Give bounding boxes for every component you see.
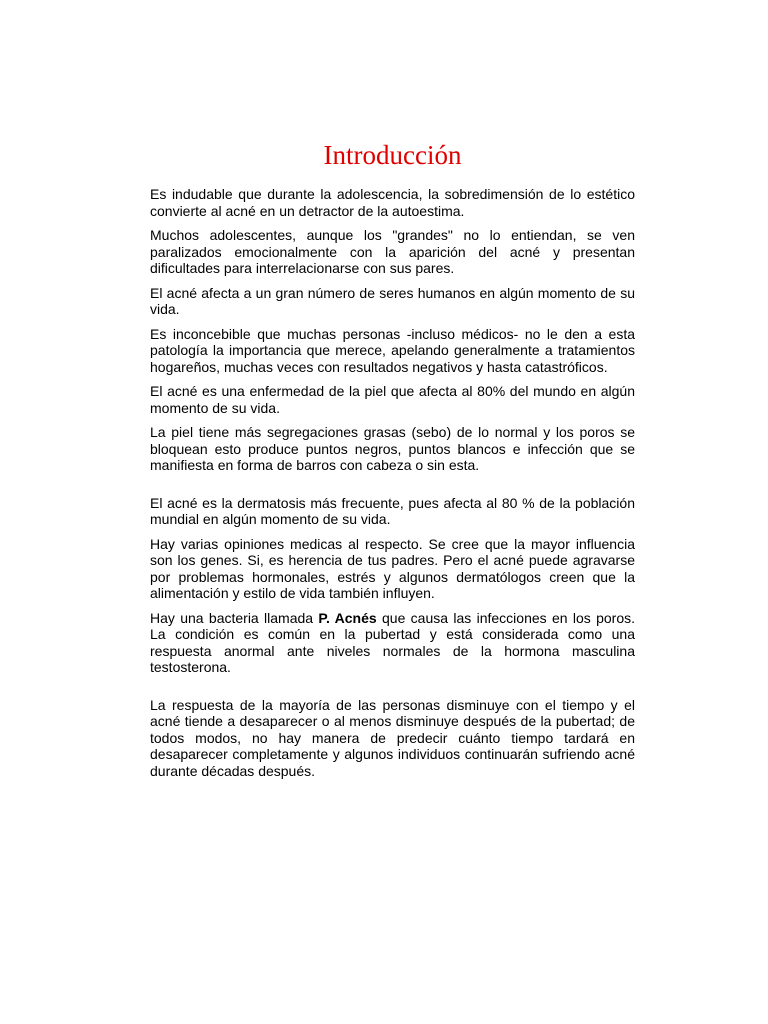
paragraph-adolescents: Muchos adolescentes, aunque los "grandes" no lo entiendan, se ven paralizados emocionalmente con la aparición del acné y presentan dificultades para interrelacionarse con sus pares. [150,227,635,276]
paragraph-response: La respuesta de la mayoría de las personas disminuye con el tiempo y el acné tiende a desaparecer o al menos disminuye después de la pubertad; de todos modos, no hay manera de predecir cuánto tiempo tardará en desaparecer completamente y algunos individuos continuarán sufriendo acné durante décadas después. [150,696,635,779]
paragraph-inconceivable: Es inconcebible que muchas personas -incluso médicos- no le den a esta patología la importancia que merece, apelando generalmente a tratamientos hogareños, muchas veces con resultados negativos y hasta catastróficos. [150,325,635,375]
bacteria-text-after: que causa las infecciones en los poros. La condición es común en la pubertad y está considerada como una respuesta anormal ante niveles normales de la hormona masculina testosterona. [150,609,635,675]
page-title: Introducción [323,140,462,170]
paragraph-affects-humans: El acné afecta a un gran número de seres humanos en algún momento de su vida. [150,284,635,317]
bacteria-text-before: Hay una bacteria llamada [150,609,319,626]
paragraph-sebum: La piel tiene más segregaciones grasas (sebo) de lo normal y los poros se bloquean esto produce puntos negros, puntos blancos e infección que se manifiesta en forma de barros con cabeza o sin esta. [150,424,635,473]
paragraph-bacteria [150,610,635,676]
paragraph-dermatosis: El acné es la dermatosis más frecuente, pues afecta al 80 % de la población mundial en algún momento de su vida. [150,494,635,527]
paragraph-opinions: Hay varias opiniones medicas al respecto. Se cree que la mayor influencia son los genes. Si, es herencia de tus padres. Pero el acné puede agravarse por problemas hormonales, estrés y algunos dermatólogos creen que la alimentación y estilo de vida también influyen. [150,535,635,601]
document-page [150,138,635,787]
bacteria-name: P. Acnés [318,609,377,626]
paragraph-skin-disease: El acné es una enfermedad de la piel que afecta al 80% del mundo en algún momento de su vida. [150,383,635,416]
paragraph-intro: Es indudable que durante la adolescencia, la sobredimensión de lo estético convierte al acné en un detractor de la autoestima. [150,186,635,219]
